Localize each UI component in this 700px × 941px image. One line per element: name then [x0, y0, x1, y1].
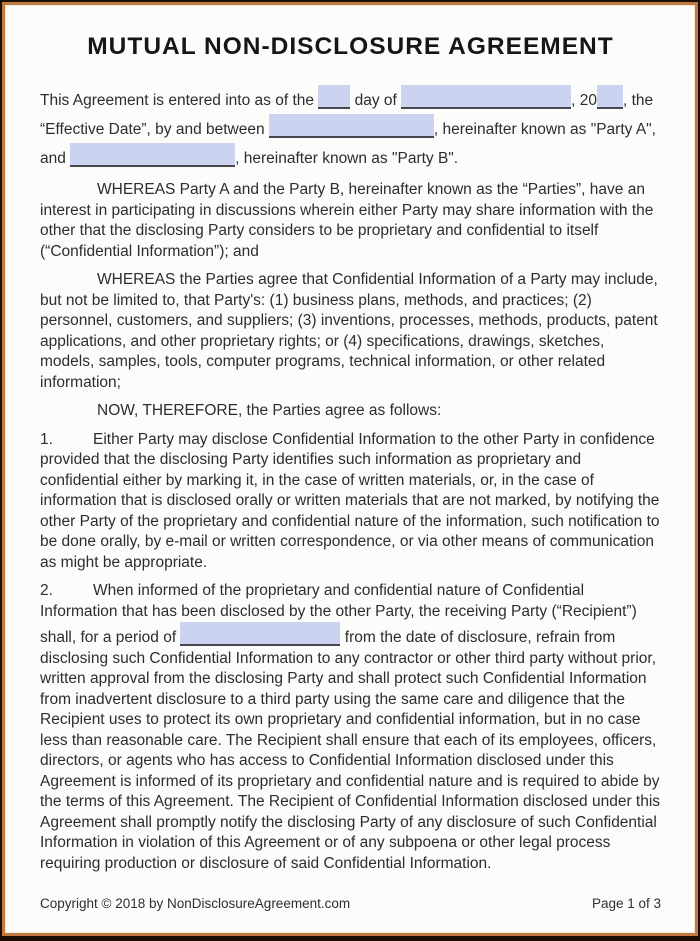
intro-text: , 20 [571, 92, 597, 109]
section-1-number: 1. [40, 430, 53, 448]
whereas-paragraph-1: WHEREAS Party A and the Party B, hereinafter known as the “Parties”, have an interest in participating in discussions wherein either Party may share information with the other that the disclosing Party considers to be proprietary and confidential to itself (“Confidential Information”); and [40, 181, 654, 260]
blank-party-a-field[interactable] [269, 114, 434, 138]
intro-text: , the “Effective Date”, by and between [40, 92, 654, 138]
intro-paragraph [40, 85, 661, 172]
section-1-text: Either Party may disclose Confidential Information to the other Party in confidence provided that the disclosing Party identifies such information as proprietary and confidential either by marking it, in the case of written materials, or, in the case of information that is disclosed orally or written materials that are not marked, by notifying the other Party of the proprietary and confidential nature of the information, such notification to be done orally, by e-mail or written correspondence, or via other means of communication as might be appropriate. [40, 430, 660, 571]
blank-party-b-field[interactable] [70, 143, 235, 167]
page-content [40, 5, 661, 875]
footer [40, 896, 661, 911]
blank-month-field[interactable] [401, 85, 571, 109]
whereas-paragraph-2: WHEREAS the Parties agree that Confidential Information of a Party may include, but not be limited to, that Party's: (1) business plans, methods, and practices; (2) personnel, customers, and suppliers; (3) inventions, processes, methods, products, patent applications, and other proprietary rights; or (4) specifications, drawings, sketches, models, samples, tools, computer programs, technical information, or other related information; [40, 271, 658, 391]
blank-year-field[interactable] [597, 85, 623, 109]
section-2-paragraph [40, 581, 661, 874]
page-number: Page 1 of 3 [591, 896, 661, 911]
section-2-number: 2. [40, 582, 53, 599]
section-2-text-before: When informed of the proprietary and confidential nature of Confidential Information that has been disclosed by the other Party, the receiving Party (“Recipient”) shall, for a period of [40, 582, 637, 646]
intro-text: day of [350, 92, 402, 109]
intro-text: , hereinafter known as "Party A", and [40, 121, 656, 167]
section-1-paragraph [40, 430, 661, 574]
copyright-text: Copyright © 2018 by NonDisclosureAgreement.com [40, 896, 351, 911]
intro-text: , hereinafter known as "Party B". [235, 150, 459, 167]
blank-day-field[interactable] [318, 85, 350, 109]
blank-period-field[interactable] [180, 622, 340, 646]
intro-text: This Agreement is entered into as of the [40, 92, 319, 109]
now-therefore-line: NOW, THEREFORE, the Parties agree as follows: [97, 402, 442, 419]
page [2, 2, 698, 936]
section-2-text-after: from the date of disclosure, refrain from disclosing such Confidential Information to any contractor or other third party without prior, written approval from the disclosing Party and shall protect such Confidential Information from inadvertent disclosure to a third party using the same care and diligence that the Recipient uses to protect its own proprietary and confidential information, but in no case less than reasonable care. The Recipient shall ensure that each of its employees, officers, directors, or agents who has access to Confidential Information disclosed under this Agreement is informed of its proprietary and confidential nature and is required to abide by the terms of this Agreement. The Recipient of Confidential Information disclosed under this Agreement shall promptly notify the disclosing Party of any disclosure of such Confidential Information in violation of this Agreement or of any subpoena or other legal process requiring production or disclosure of said Confidential Information. [40, 629, 661, 872]
page-title: MUTUAL NON-DISCLOSURE AGREEMENT [87, 33, 614, 60]
